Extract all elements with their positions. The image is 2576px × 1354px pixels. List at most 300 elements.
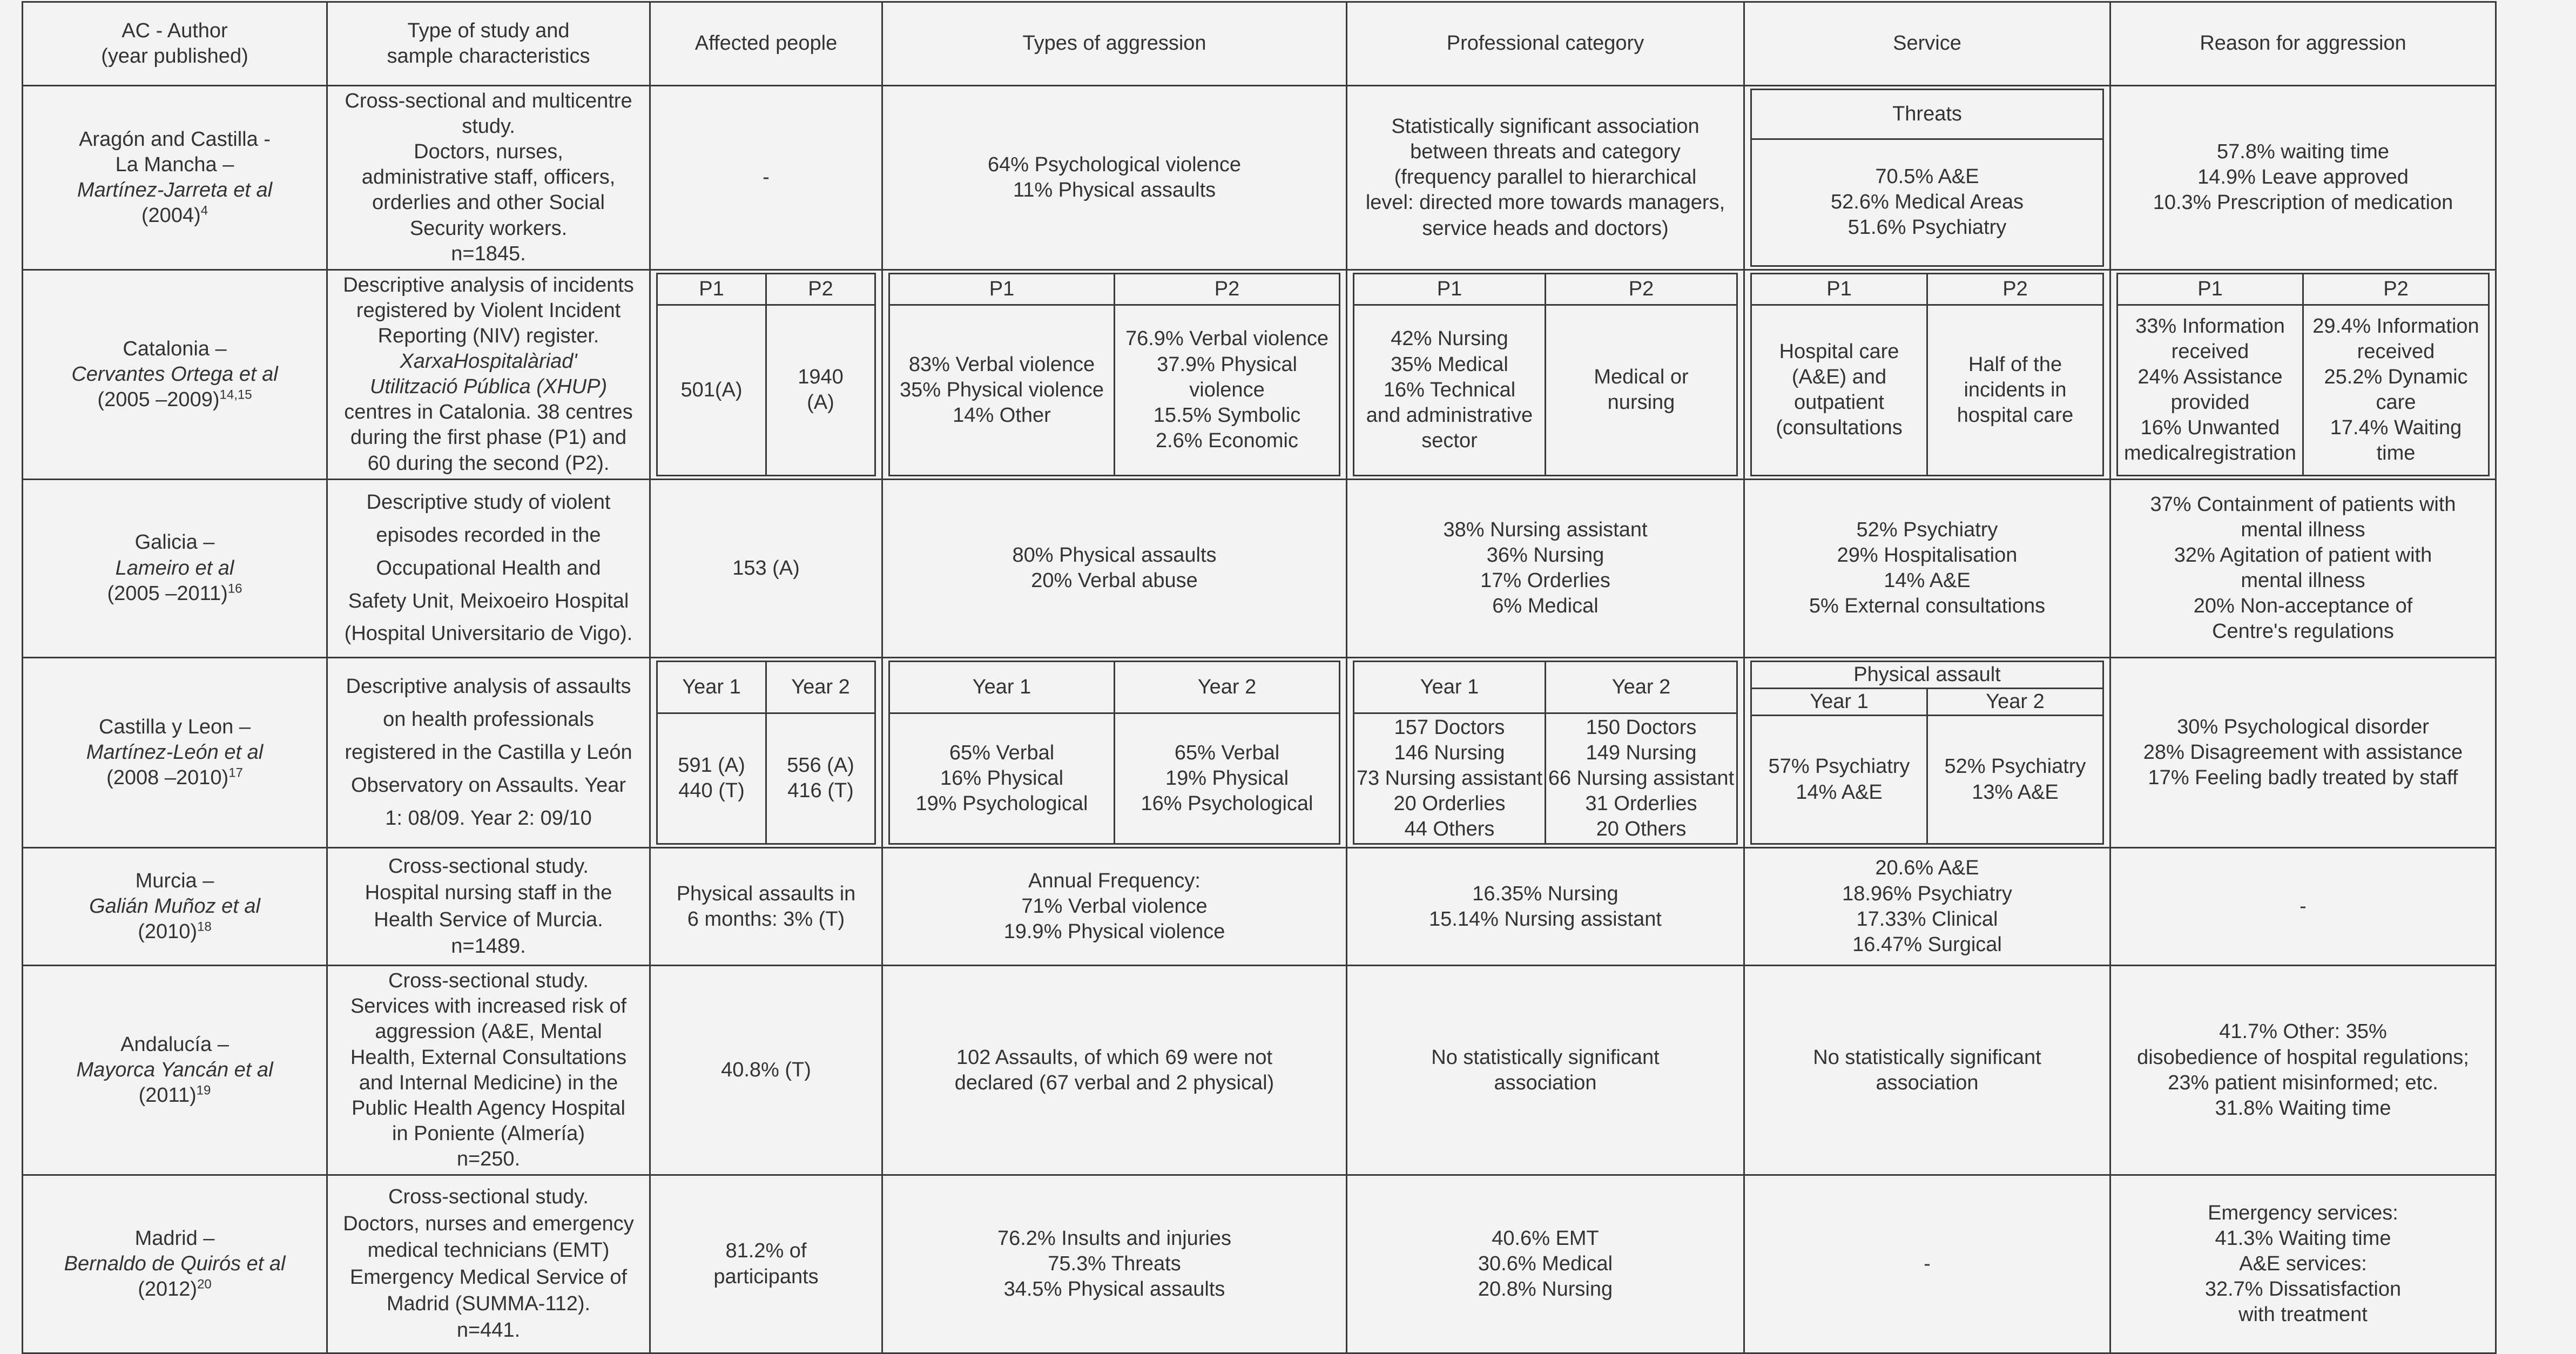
year1-label: Year 1 [889,661,1115,713]
text-line: Cross-sectional and multicentre [345,90,632,112]
text-line: 57.8% waiting time [2217,140,2389,164]
study-cell [327,657,650,848]
text-line: 14.9% Leave approved [2197,166,2409,189]
header-row [23,2,2496,86]
author-cell [23,657,327,848]
reference-superscript: 20 [197,1277,212,1292]
phase-p2-label: P2 [1546,273,1737,305]
author-cell [23,86,327,270]
phase-p1-label: P1 [2118,273,2303,305]
table-row-madrid [23,1175,2496,1353]
text-line: 57% Psychiatry [1768,755,1910,778]
reference-superscript: 17 [228,765,243,780]
service-p2 [1927,305,2103,475]
text-line: 20% Non-acceptance of [2193,595,2413,618]
text-line: level: directed more towards managers, [1365,191,1725,214]
text-line: participants [713,1265,819,1288]
study-cell [327,966,650,1175]
aggression-year2 [1115,713,1340,844]
text-line: Centre's regulations [2212,620,2394,643]
service-cell [1744,966,2110,1175]
text-line: 20.8% Nursing [1478,1278,1613,1301]
text-line: Castilla y Leon – [99,715,251,738]
category-p1 [1354,305,1546,475]
text-line: medical technicians (EMT) [367,1239,610,1262]
service-year2 [1927,715,2103,844]
phase-p2-label: P2 [766,273,875,305]
text-line: 20 Others [1596,818,1687,841]
text-line: Reporting (NIV) register. [377,324,599,347]
study-cell [327,86,650,270]
aggression-p1 [889,305,1115,475]
aggression-cell [882,966,1347,1175]
text-line: 1940 [798,366,844,389]
text-line: 6% Medical [1492,595,1599,618]
text-line: 20% Verbal abuse [1031,569,1198,592]
text-line: episodes recorded in the [376,523,601,547]
text-line: Annual Frequency: [1028,870,1201,893]
author-name: Bernaldo de Quirós et al [64,1252,286,1275]
affected-cell [650,848,882,966]
text-line: 83% Verbal violence [908,353,1095,376]
text-line: provided [2170,391,2250,414]
author-name: Galián Muñoz et al [89,895,260,918]
text-line: 17% Orderlies [1480,569,1610,592]
text-line: 5% External consultations [1809,595,2046,618]
category-year1 [1354,713,1546,844]
service-cell [1744,86,2110,270]
region-text [29,715,321,740]
text-line: orderlies and other Social [372,191,605,214]
text-line: 66 Nursing assistant [1548,766,1735,790]
region-text [29,127,321,178]
reason-p2 [2303,305,2489,475]
author-cell [23,848,327,966]
header-author [23,2,327,86]
text-line: Safety Unit, Meixoeiro Hospital [348,589,629,612]
text-line: Health Service of Murcia. [374,908,603,931]
text-line: Occupational Health and [376,556,601,580]
reason-cell [2110,1175,2496,1353]
table-row-aragon [23,86,2496,270]
header-types-of-aggression: Types of aggression [882,2,1347,86]
affected-p1: 501(A) [657,305,766,475]
text-line: 16% Unwanted [2140,416,2280,440]
header-professional-category: Professional category [1347,2,1744,86]
text-line: 42% Nursing [1391,327,1508,351]
text-line: No statistically significant [1813,1046,2041,1069]
reason-cell: - [2110,848,2496,966]
text-line: 16% Physical [940,766,1064,790]
text-line: Cross-sectional study. [388,1185,589,1209]
text-line: on health professionals [383,708,594,731]
year2-label: Year 2 [1546,661,1737,713]
reference-superscript: 14,15 [219,387,252,402]
text-line: Hospital care [1779,340,1899,363]
year1-label: Year 1 [1354,661,1546,713]
text-line: 20 Orderlies [1393,792,1506,815]
text-line: Utilització Pública (XHUP) [369,375,608,399]
text-line: 32% Agitation of patient with [2174,544,2432,567]
text-line: 35% Physical violence [899,378,1104,401]
text-line: and administrative [1366,403,1533,427]
reason-cell [2110,657,2496,848]
text-line: 41.7% Other: 35% [2219,1020,2387,1043]
table-row-castilla-y-leon [23,657,2496,848]
reference-superscript: 4 [200,203,208,218]
text-line: Medical or [1594,366,1689,389]
text-line: declared (67 verbal and 2 physical) [954,1071,1274,1094]
author-cell [23,966,327,1175]
text-line: 51.6% Psychiatry [1847,216,2007,239]
year-text: $(2010)^{18}$ [138,919,212,944]
service-p1 [1751,305,1927,475]
service-cell [1744,848,2110,966]
text-line: 150 Doctors [1586,716,1697,739]
text-line: 32.7% Dissatisfaction [2204,1278,2402,1301]
text-line: 60 during the second (P2). [367,452,610,475]
year2-label: Year 2 [1927,688,2103,715]
service-subheader-threats: Threats [1751,90,2103,139]
text-line: Emergency services: [2208,1201,2398,1224]
text-line: La Mancha – [115,153,234,176]
author-name: Mayorca Yancán et al [76,1059,273,1082]
text-line: XarxaHospitalàriad' [400,350,577,373]
table-row-catalonia [23,270,2496,479]
header-reason-for-aggression: Reason for aggression [2110,2,2496,86]
text-line: association [1876,1071,1979,1094]
text-line: 73 Nursing assistant [1356,766,1543,790]
region-text [29,530,321,555]
text-line: Descriptive analysis of assaults [346,675,631,698]
affected-cell: - [650,86,882,270]
text-line: 149 Nursing [1586,741,1697,764]
text-line: Cross-sectional study. [388,854,589,878]
text-line: 44 Others [1404,818,1495,841]
text-line: Galicia – [134,531,215,554]
table-row-andalucia [23,966,2496,1175]
aggression-cell [882,86,1347,270]
text-line: time [2376,442,2416,465]
text-line: 64% Psychological violence [988,153,1241,176]
phase-p1-label: P1 [657,273,766,305]
reason-cell [2110,86,2496,270]
phase-p2-label: P2 [2303,273,2489,305]
service-year1 [1751,715,1927,844]
text-line: 16% Psychological [1141,792,1313,815]
text-line: 36% Nursing [1486,544,1604,567]
text-line: Aragón and Castilla - [79,127,271,151]
year-text: (2008 –2010)$^{17}$ [106,765,243,789]
region-text [29,868,321,894]
text-line: 19% Physical [1165,766,1289,790]
text-line: 52% Psychiatry [1856,518,1998,541]
text-line: sample characteristics [387,45,590,68]
phase-p2-label: P2 [1927,273,2103,305]
author-cell [23,479,327,657]
text-line: 556 (A) [787,754,854,777]
text-line: n=1489. [451,935,526,958]
reason-cell [2110,479,2496,657]
aggression-cell [882,479,1347,657]
year-text: (2005 –2011)$^{16}$ [107,581,242,605]
text-line: (A&E) and [1791,366,1887,389]
text-line: n=1845. [451,242,526,265]
author-cell [23,1175,327,1353]
text-line: AC - Author [122,19,228,42]
text-line: 14% Other [953,403,1051,427]
text-line: Emergency Medical Service of [349,1265,628,1289]
text-line: 40.6% EMT [1492,1227,1599,1250]
text-line: Health, External Consultations [350,1046,627,1069]
text-line: service heads and doctors) [1422,217,1669,240]
text-line: 14% A&E [1884,569,1971,592]
text-line: 31 Orderlies [1585,792,1697,815]
text-line: 19% Psychological [915,792,1088,815]
service-values [1751,139,2103,266]
text-line: outpatient [1794,391,1884,414]
text-line: during the first phase (P1) and [350,426,627,449]
text-line: 81.2% of [725,1240,807,1263]
text-line: 16% Technical [1383,378,1516,401]
aggression-cell [882,848,1347,966]
text-line: 52% Psychiatry [1944,755,2086,778]
text-line: 16.47% Surgical [1852,933,2002,956]
text-line: mental illness [2241,518,2365,541]
text-line: 17.33% Clinical [1856,907,1998,931]
text-line: (year published) [101,45,248,68]
text-line: 24% Assistance [2137,366,2283,389]
text-line: 440 (T) [678,779,745,803]
text-line: 146 Nursing [1394,741,1505,764]
year-text: $(2004)^4$ [141,203,208,227]
text-line: 80% Physical assaults [1012,544,1217,567]
region-text [29,1226,321,1251]
text-line: incidents in [1964,378,2067,401]
study-cell [327,848,650,966]
phase-p1-label: P1 [1354,273,1546,305]
text-line: between threats and category [1410,140,1681,164]
text-line: 102 Assaults, of which 69 were not [956,1046,1273,1069]
affected-cell [650,657,882,848]
study-cell [327,479,650,657]
category-cell [1347,270,1744,479]
text-line: 2.6% Economic [1155,429,1298,452]
text-line: 65% Verbal [1174,741,1280,764]
affected-cell: 153 (A) [650,479,882,657]
text-line: 33% Information [2135,314,2285,338]
header-service: Service [1744,2,2110,86]
text-line: Catalonia – [123,337,227,360]
text-line: 23% patient misinformed; etc. [2168,1071,2438,1094]
aggression-cell [882,657,1347,848]
reference-superscript: 19 [196,1083,211,1098]
category-cell [1347,1175,1744,1353]
category-p2 [1546,305,1737,475]
text-line: (frequency parallel to hierarchical [1394,166,1697,189]
text-line: medicalregistration [2124,442,2296,465]
aggression-cell [882,270,1347,479]
text-line: registered by Violent Incident [356,299,621,322]
year-text: (2005 –2009)$^{14,15}$ [97,387,252,411]
text-line: registered in the Castilla y León [345,741,632,764]
text-line: 591 (A) [678,754,745,777]
category-cell [1347,848,1744,966]
text-line: hospital care [1957,403,2074,427]
text-line: 38% Nursing assistant [1443,518,1648,541]
text-line: 70.5% A&E [1875,165,1979,188]
text-line: 15.5% Symbolic [1153,403,1301,427]
text-line: Statistically significant association [1391,115,1700,138]
reason-cell [2110,270,2496,479]
text-line: 71% Verbal violence [1021,895,1208,918]
author-name: Lameiro et al [115,556,234,580]
affected-cell [650,1175,882,1353]
service-cell: - [1744,1175,2110,1353]
text-line: No statistically significant [1431,1046,1660,1069]
phase-p1-label: P1 [1751,273,1927,305]
text-line: 15.14% Nursing assistant [1429,907,1662,931]
text-line: 28% Disagreement with assistance [2143,740,2463,764]
reference-superscript: 16 [227,581,242,596]
text-line: study. [462,115,515,138]
text-line: 30% Psychological disorder [2177,715,2429,738]
text-line: Half of the [1968,353,2062,376]
author-name: Martínez-Jarreta et al [77,178,273,201]
study-cell [327,270,650,479]
text-line: care [2376,391,2416,414]
affected-year2 [766,713,875,844]
year2-label: Year 2 [1115,661,1340,713]
text-line: 6 months: 3% (T) [687,907,845,931]
category-year2 [1546,713,1737,844]
affected-p2 [766,305,875,475]
text-line: Murcia – [135,870,214,893]
text-line: Madrid – [134,1227,215,1250]
year2-label: Year 2 [766,661,875,713]
aggression-cell [882,1175,1347,1353]
study-cell [327,1175,650,1353]
text-line: Doctors, nurses, [414,140,563,164]
year1-label: Year 1 [1751,688,1927,715]
affected-year1 [657,713,766,844]
text-line: and Internal Medicine) in the [359,1071,618,1094]
text-line: Physical assaults in [676,882,856,905]
header-study-type [327,2,650,86]
text-line: 65% Verbal [949,741,1055,764]
text-line: 416 (T) [787,779,854,803]
text-line: Madrid (SUMMA-112). [386,1292,591,1315]
text-line: Cross-sectional study. [388,969,589,993]
text-line: Descriptive analysis of incidents [343,273,634,297]
text-line: 37.9% Physical [1157,353,1297,376]
table-row-galicia [23,479,2496,657]
aggression-p2 [1115,305,1340,475]
service-cell [1744,657,2110,848]
text-line: mental illness [2241,569,2365,592]
text-line: (Hospital Universitario de Vigo). [344,622,633,645]
affected-cell: 40.8% (T) [650,966,882,1175]
text-line: 14% A&E [1796,780,1883,804]
region-text [29,1032,321,1057]
text-line: with treatment [2238,1303,2368,1326]
category-cell [1347,86,1744,270]
text-line: aggression (A&E, Mental [375,1020,602,1043]
author-cell [23,270,327,479]
text-line: Services with increased risk of [350,995,627,1018]
text-line: 17% Feeling badly treated by staff [2148,766,2458,789]
text-line: 25.2% Dynamic [2324,366,2468,389]
text-line: 29% Hospitalisation [1837,544,2018,567]
phase-p1-label: P1 [889,273,1115,305]
text-line: centres in Catalonia. 38 centres [344,401,633,424]
category-cell [1347,479,1744,657]
text-line: Andalucía – [120,1033,229,1056]
text-line: 11% Physical assaults [1013,178,1216,201]
table-row-murcia [23,848,2496,966]
year1-label: Year 1 [657,661,766,713]
aggression-year1 [889,713,1115,844]
aggression-studies-table [22,1,2497,1354]
reference-superscript: 18 [197,919,212,934]
text-line: association [1494,1071,1597,1094]
author-name: Cervantes Ortega et al [71,362,278,386]
text-line: administrative staff, officers, [361,166,616,189]
text-line: 157 Doctors [1394,716,1505,739]
text-line: A&E services: [2239,1252,2367,1275]
text-line: 13% A&E [1972,780,2059,804]
text-line: received [2171,340,2249,363]
text-line: n=441. [456,1319,521,1342]
year-text: $(2012)^{20}$ [138,1277,212,1301]
text-line: received [2357,340,2435,363]
text-line: nursing [1607,391,1675,414]
text-line: (A) [807,391,834,414]
author-name: Martínez-León et al [86,740,264,764]
category-cell [1347,966,1744,1175]
text-line: 41.3% Waiting time [2215,1227,2391,1250]
text-line: violence [1189,378,1265,401]
text-line: (consultations [1776,416,1903,440]
text-line: Security workers. [409,217,568,240]
text-line: 37% Containment of patients with [2150,493,2456,516]
text-line: 20.6% A&E [1875,857,1979,880]
text-line: 76.2% Insults and injuries [997,1227,1232,1250]
text-line: 18.96% Psychiatry [1842,882,2012,905]
service-cell [1744,270,2110,479]
text-line: disobedience of hospital regulations; [2137,1046,2469,1069]
text-line: 34.5% Physical assaults [1003,1278,1225,1301]
text-line: n=250. [456,1147,521,1170]
reason-cell [2110,966,2496,1175]
phase-p2-label: P2 [1115,273,1340,305]
header-affected-people: Affected people [650,2,882,86]
text-line: Descriptive study of violent [366,491,611,514]
affected-cell [650,270,882,479]
text-line: 10.3% Prescription of medication [2153,191,2453,214]
text-line: 31.8% Waiting time [2215,1096,2391,1120]
text-line: 76.9% Verbal violence [1125,327,1329,351]
text-line: Observatory on Assaults. Year [350,773,626,797]
text-line: Hospital nursing staff in the [365,881,612,905]
text-line: in Poniente (Almería) [392,1122,585,1145]
text-line: 29.4% Information [2312,314,2479,338]
text-line: 1: 08/09. Year 2: 09/10 [385,806,592,830]
text-line: 17.4% Waiting [2330,416,2462,440]
region-text [29,336,321,362]
reason-p1 [2118,305,2303,475]
text-line: sector [1421,429,1478,452]
